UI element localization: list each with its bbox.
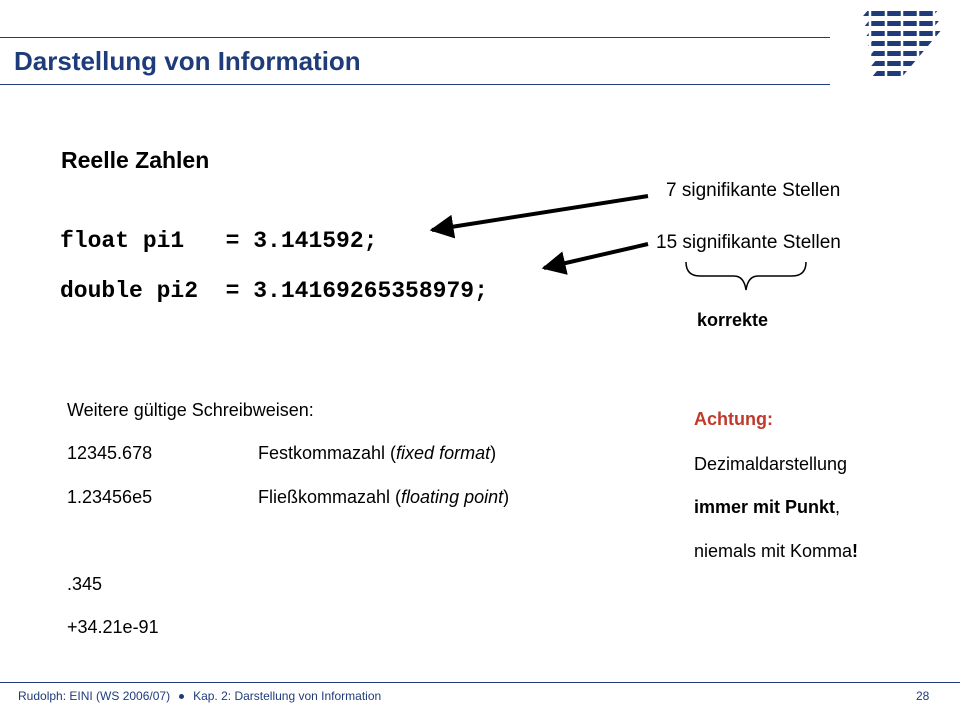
bullet-icon — [179, 694, 184, 699]
notations-intro: Weitere gültige Schreibweisen: — [67, 400, 314, 420]
warning-line-2: Dezimaldarstellung — [694, 454, 848, 474]
footer-rule — [0, 682, 960, 683]
arrow-double — [544, 244, 648, 268]
university-logo-icon — [826, 3, 960, 89]
slide-title: Darstellung von Information — [14, 46, 361, 76]
example-fixed-description: Festkommazahl (fixed format) — [258, 443, 497, 463]
title-rule-top — [0, 37, 830, 38]
annotation-correct: korrekte — [697, 310, 769, 330]
annotation-float-digits: 7 signifikante Stellen — [666, 180, 841, 201]
example-fixed-value: 12345.678 — [67, 443, 153, 463]
warning-line-4: niemals mit Komma! — [694, 541, 859, 561]
example-floating-description: Fließkommazahl (floating point) — [258, 487, 510, 507]
section-heading: Reelle Zahlen — [61, 147, 210, 173]
brace-icon — [686, 262, 806, 290]
title-rule-bottom — [0, 84, 830, 85]
warning-label: Achtung: — [694, 409, 773, 429]
warning-line-3: immer mit Punkt, — [694, 497, 841, 517]
arrow-float — [432, 196, 648, 230]
annotation-double-digits: 15 signifikante Stellen — [656, 232, 841, 253]
footer-author: Rudolph: EINI (WS 2006/07) — [18, 689, 171, 703]
page-number: 28 — [916, 689, 930, 703]
code-line-double: double pi2 = 3.14169265358979; — [60, 278, 488, 304]
footer-chapter: Kap. 2: Darstellung von Information — [193, 689, 382, 703]
example-floating-value: 1.23456e5 — [67, 487, 153, 507]
example-signed-exponent: +34.21e-91 — [67, 617, 159, 637]
code-line-float: float pi1 = 3.141592; — [60, 228, 378, 254]
example-short-decimal: .345 — [67, 574, 103, 594]
footer-text — [18, 689, 381, 703]
